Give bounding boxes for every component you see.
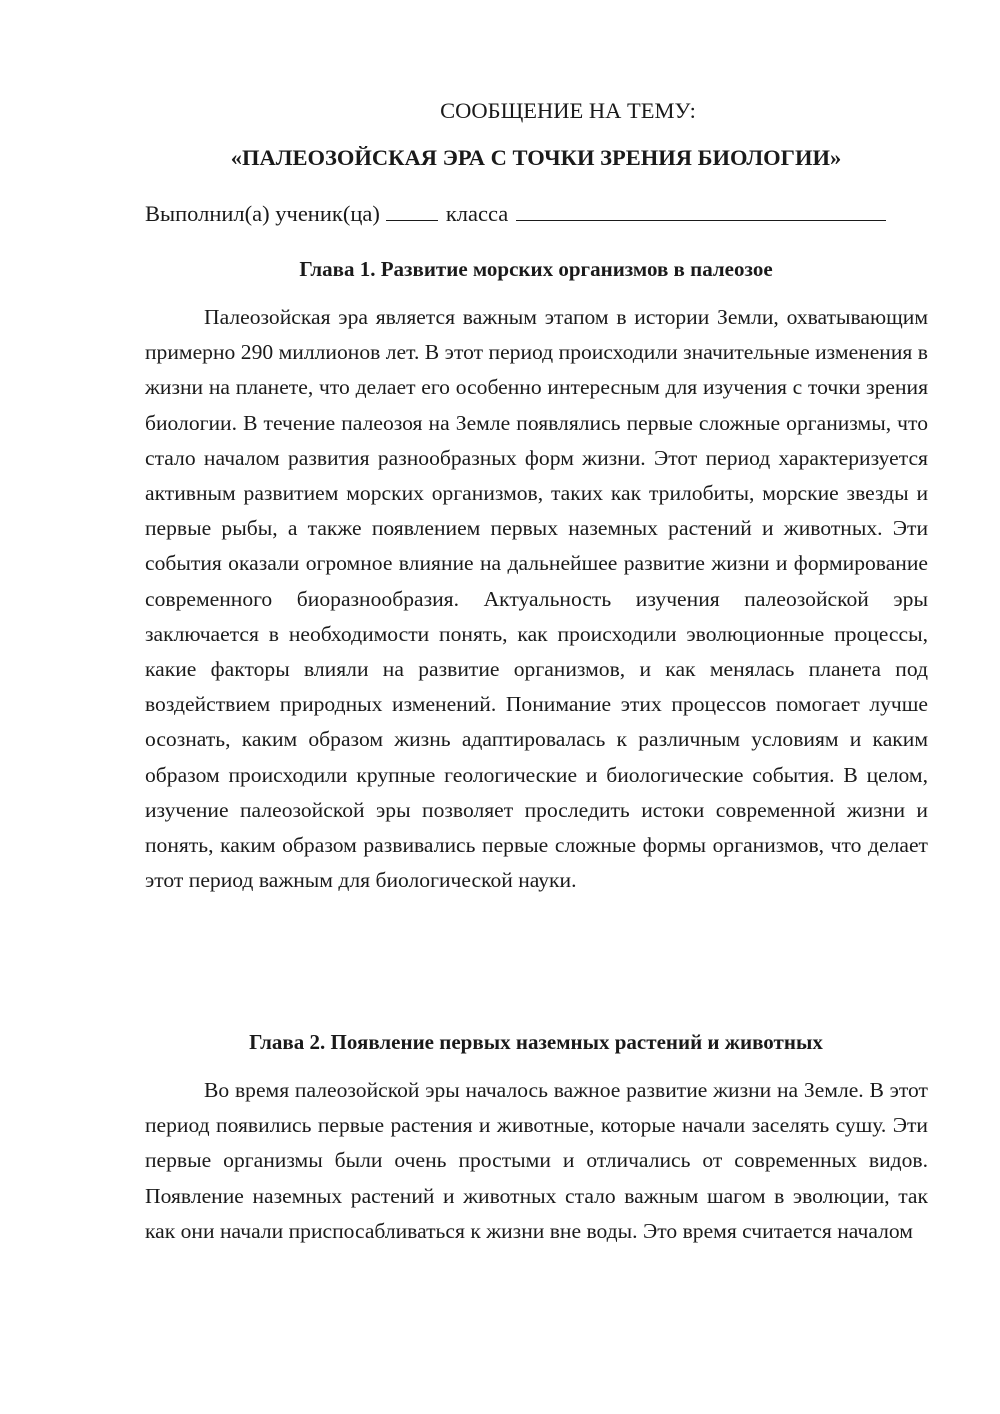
document-title: СООБЩЕНИЕ НА ТЕМУ:: [440, 98, 696, 123]
chapter-1-paragraph: Палеозойская эра является важным этапом в истории Земли, охватывающим примерно 290 миллионов лет. В этот период происходили значительные изменения в жизни на планете, что делает его особенно интересным для изучения с точки зрения биологии. В течение палеозоя на Земле появлялись первые сложные организмы, что стало началом развития разнообразных форм жизни. Этот период характеризуется активным развитием морских организмов, таких как трилобиты, морские звезды и первые рыбы, а также появлением первых наземных растений и животных. Эти события оказали огромное влияние на дальнейшее развитие жизни и формирование современного биоразнообразия. Актуальность изучения палеозойской эры заключается в необходимости понять, как происходили эволюционные процессы, какие факторы влияли на развитие организмов, и как менялась планета под воздействием природных изменений. Понимание этих процессов помогает лучше осознать, каким образом жизнь адаптировалась к различным условиям и каким образом происходили крупные геологические и биологические события. В целом, изучение палеозойской эры позволяет проследить истоки современной жизни и понять, каким образом развивались первые сложные формы организмов, что делает этот период важным для биологической науки.: [145, 305, 928, 893]
chapter-1-heading: Глава 1. Развитие морских организмов в палеозое: [299, 257, 773, 281]
document-subtitle: «ПАЛЕОЗОЙСКАЯ ЭРА С ТОЧКИ ЗРЕНИЯ БИОЛОГИИ»: [230, 145, 842, 170]
chapter-2-heading: Глава 2. Появление первых наземных растений и животных: [249, 1030, 823, 1054]
grade-blank-field[interactable]: [386, 198, 438, 221]
class-label: класса: [445, 201, 509, 226]
author-line: [145, 198, 935, 229]
author-label: Выполнил(а) ученик(ца): [145, 201, 380, 226]
name-blank-field[interactable]: [516, 198, 886, 221]
chapter-2-paragraph: Во время палеозойской эры началось важное развитие жизни на Земле. В этот период появились первые растения и животные, которые начали заселять сушу. Эти первые организмы были очень простыми и отличались от современных видов. Появление наземных растений и животных стало важным шагом в эволюции, так как они начали приспосабливаться к жизни вне воды. Это время считается началом: [145, 1078, 928, 1243]
